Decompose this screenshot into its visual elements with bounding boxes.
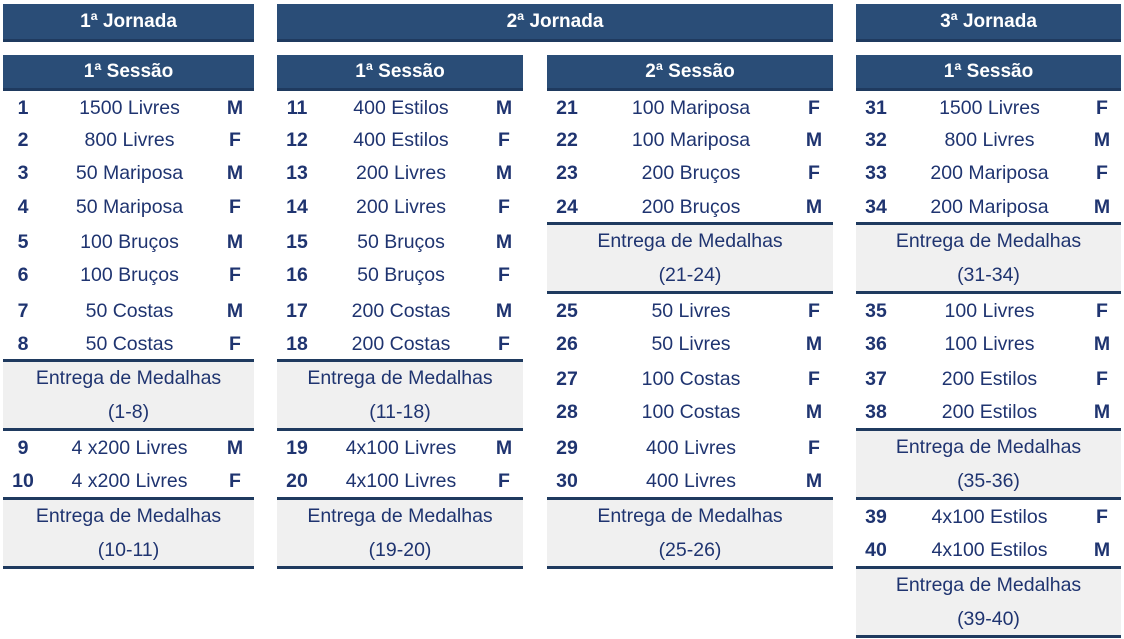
- event-number: 15: [286, 231, 308, 253]
- session-header-j3: [856, 55, 1121, 91]
- event-name: 4 x200 Livres: [71, 470, 188, 492]
- jornada-2-header: [277, 4, 833, 42]
- event-name: 400 Livres: [646, 470, 736, 492]
- event-gender: F: [808, 368, 820, 390]
- event-row: [856, 92, 1121, 125]
- event-name: 1500 Livres: [939, 97, 1040, 119]
- event-number: 32: [865, 129, 887, 151]
- event-number: 25: [556, 300, 578, 322]
- medal-range: (11-18): [369, 401, 431, 423]
- event-number: 24: [556, 196, 578, 218]
- medal-ceremony: [3, 359, 254, 431]
- column-j2-s2: [547, 91, 833, 571]
- event-gender: M: [226, 97, 244, 119]
- event-name: 4x100 Estilos: [931, 539, 1048, 561]
- event-name: 4 x200 Livres: [71, 437, 188, 459]
- event-name: 200 Livres: [356, 162, 446, 184]
- event-row: [3, 226, 254, 259]
- event-row: [547, 92, 833, 125]
- event-number: 9: [17, 437, 29, 459]
- medal-title: Entrega de Medalhas: [597, 230, 783, 252]
- event-name: 400 Livres: [646, 437, 736, 459]
- event-gender: F: [1096, 162, 1108, 184]
- session-header-j2-2: [547, 55, 833, 91]
- event-row: [277, 432, 523, 465]
- medal-ceremony: [277, 359, 523, 431]
- event-row: [277, 124, 523, 157]
- event-name: 100 Bruços: [80, 231, 179, 253]
- event-gender: M: [226, 300, 244, 322]
- event-gender: F: [229, 333, 241, 355]
- event-row: [547, 432, 833, 465]
- event-number: 7: [17, 300, 29, 322]
- event-gender: M: [495, 97, 513, 119]
- medal-ceremony: [3, 497, 254, 569]
- event-gender: F: [229, 196, 241, 218]
- event-row: [277, 328, 523, 361]
- jornada-1-header: [3, 4, 254, 42]
- event-row: [547, 191, 833, 224]
- event-number: 16: [286, 264, 308, 286]
- medal-title: Entrega de Medalhas: [597, 505, 783, 527]
- jornada-2-title: 2ª Jornada: [506, 10, 604, 32]
- event-number: 18: [286, 333, 308, 355]
- session-title: 1ª Sessão: [83, 60, 174, 82]
- event-gender: M: [1093, 129, 1111, 151]
- event-name: 800 Livres: [944, 129, 1035, 151]
- event-gender: M: [495, 162, 513, 184]
- event-number: 28: [556, 401, 578, 423]
- event-gender: F: [498, 129, 510, 151]
- event-row: [856, 124, 1121, 157]
- event-number: 8: [17, 333, 29, 355]
- event-row: [547, 157, 833, 190]
- event-gender: M: [1093, 333, 1111, 355]
- event-number: 38: [865, 401, 887, 423]
- event-gender: M: [495, 300, 513, 322]
- event-gender: F: [498, 196, 510, 218]
- event-row: [547, 396, 833, 429]
- event-name: 200 Livres: [356, 196, 446, 218]
- medal-ceremony: [277, 497, 523, 569]
- event-number: 2: [17, 129, 29, 151]
- event-number: 31: [865, 97, 887, 119]
- medal-range: (31-34): [957, 264, 1020, 286]
- event-number: 10: [12, 470, 34, 492]
- event-name: 200 Bruços: [641, 196, 741, 218]
- event-gender: F: [808, 300, 820, 322]
- medal-ceremony: [547, 222, 833, 294]
- event-number: 37: [865, 368, 887, 390]
- event-number: 30: [556, 470, 578, 492]
- event-gender: F: [229, 264, 241, 286]
- medal-range: (21-24): [658, 264, 722, 286]
- medal-title: Entrega de Medalhas: [307, 505, 493, 527]
- session-title: 2ª Sessão: [645, 60, 735, 82]
- event-gender: M: [805, 470, 823, 492]
- event-gender: F: [1096, 368, 1108, 390]
- event-gender: M: [1093, 539, 1111, 561]
- column-j2-s1: [277, 91, 523, 571]
- event-name: 50 Livres: [651, 333, 731, 355]
- event-number: 33: [865, 162, 887, 184]
- event-row: [3, 328, 254, 361]
- event-gender: M: [1093, 196, 1111, 218]
- event-gender: M: [805, 333, 823, 355]
- medal-range: (10-11): [97, 539, 160, 561]
- event-row: [856, 534, 1121, 567]
- medal-range: (35-36): [957, 470, 1020, 492]
- event-row: [547, 465, 833, 498]
- medal-ceremony: [547, 497, 833, 569]
- event-name: 200 Costas: [351, 300, 451, 322]
- event-row: [856, 501, 1121, 534]
- event-row: [856, 328, 1121, 361]
- event-row: [547, 124, 833, 157]
- event-row: [856, 157, 1121, 190]
- session-header-j1: [3, 55, 254, 91]
- event-number: 14: [286, 196, 308, 218]
- event-number: 6: [17, 264, 29, 286]
- event-number: 34: [865, 196, 887, 218]
- session-header-j2-1: [277, 55, 523, 91]
- event-name: 100 Mariposa: [631, 97, 751, 119]
- jornada-3-header: [856, 4, 1121, 42]
- event-gender: F: [808, 97, 820, 119]
- medal-title: Entrega de Medalhas: [307, 367, 493, 389]
- medal-ceremony: [856, 428, 1121, 500]
- event-gender: M: [805, 401, 823, 423]
- event-name: 100 Livres: [944, 300, 1035, 322]
- event-name: 200 Estilos: [941, 368, 1038, 390]
- medal-ceremony: [856, 222, 1121, 294]
- event-row: [856, 396, 1121, 429]
- event-number: 21: [556, 97, 578, 119]
- event-gender: F: [808, 437, 820, 459]
- event-number: 12: [286, 129, 308, 151]
- medal-range: (39-40): [957, 608, 1020, 630]
- event-name: 100 Bruços: [80, 264, 179, 286]
- event-row: [277, 157, 523, 190]
- event-number: 27: [556, 368, 578, 390]
- event-gender: M: [226, 231, 244, 253]
- medal-title: Entrega de Medalhas: [895, 230, 1082, 252]
- event-row: [277, 295, 523, 328]
- event-number: 36: [865, 333, 887, 355]
- event-row: [856, 363, 1121, 396]
- event-number: 29: [556, 437, 578, 459]
- event-name: 50 Livres: [651, 300, 731, 322]
- event-name: 4x100 Estilos: [931, 506, 1048, 528]
- event-number: 22: [556, 129, 578, 151]
- event-row: [3, 259, 254, 292]
- event-gender: M: [495, 437, 513, 459]
- event-name: 50 Costas: [85, 333, 174, 355]
- jornada-3-title: 3ª Jornada: [940, 10, 1037, 32]
- event-number: 19: [286, 437, 308, 459]
- event-number: 23: [556, 162, 578, 184]
- column-j1-s1: [3, 91, 254, 571]
- event-number: 11: [286, 97, 308, 119]
- jornada-1-title: 1ª Jornada: [80, 10, 177, 32]
- event-number: 35: [865, 300, 887, 322]
- medal-range: (1-8): [107, 401, 150, 423]
- event-gender: F: [498, 333, 510, 355]
- session-title: 1ª Sessão: [943, 60, 1034, 82]
- event-row: [3, 92, 254, 125]
- event-number: 39: [865, 506, 887, 528]
- event-gender: M: [226, 162, 244, 184]
- event-gender: F: [1096, 97, 1108, 119]
- event-number: 4: [17, 196, 29, 218]
- event-gender: F: [229, 470, 241, 492]
- event-name: 200 Bruços: [641, 162, 741, 184]
- event-row: [856, 295, 1121, 328]
- event-name: 50 Bruços: [357, 231, 445, 253]
- medal-title: Entrega de Medalhas: [35, 505, 222, 527]
- event-name: 200 Mariposa: [930, 162, 1049, 184]
- event-name: 4x100 Livres: [345, 470, 457, 492]
- medal-range: (25-26): [658, 539, 722, 561]
- medal-title: Entrega de Medalhas: [895, 436, 1082, 458]
- event-row: [277, 92, 523, 125]
- event-name: 800 Livres: [84, 129, 175, 151]
- event-gender: M: [495, 231, 513, 253]
- event-name: 100 Costas: [641, 368, 741, 390]
- event-row: [3, 124, 254, 157]
- event-name: 100 Livres: [944, 333, 1035, 355]
- event-row: [547, 295, 833, 328]
- event-row: [547, 363, 833, 396]
- medal-title: Entrega de Medalhas: [35, 367, 222, 389]
- event-gender: M: [1093, 401, 1111, 423]
- event-gender: F: [1096, 506, 1108, 528]
- event-gender: M: [805, 196, 823, 218]
- event-name: 50 Costas: [85, 300, 174, 322]
- event-name: 50 Mariposa: [75, 196, 184, 218]
- event-row: [3, 157, 254, 190]
- event-gender: M: [226, 437, 244, 459]
- event-number: 5: [17, 231, 29, 253]
- event-row: [277, 226, 523, 259]
- event-number: 3: [17, 162, 29, 184]
- event-name: 50 Bruços: [357, 264, 445, 286]
- event-name: 100 Mariposa: [631, 129, 751, 151]
- event-row: [3, 465, 254, 498]
- event-name: 200 Costas: [351, 333, 451, 355]
- column-j3-s1: [856, 91, 1121, 639]
- event-row: [277, 259, 523, 292]
- session-title: 1ª Sessão: [355, 60, 445, 82]
- medal-range: (19-20): [368, 539, 432, 561]
- event-name: 100 Costas: [641, 401, 741, 423]
- event-gender: F: [498, 470, 510, 492]
- event-name: 200 Mariposa: [930, 196, 1049, 218]
- event-name: 200 Estilos: [941, 401, 1038, 423]
- medal-title: Entrega de Medalhas: [895, 574, 1082, 596]
- event-gender: F: [808, 162, 820, 184]
- event-gender: M: [805, 129, 823, 151]
- medal-ceremony: [856, 566, 1121, 638]
- event-number: 26: [556, 333, 578, 355]
- event-number: 13: [286, 162, 308, 184]
- event-name: 50 Mariposa: [75, 162, 184, 184]
- event-row: [277, 465, 523, 498]
- event-number: 1: [17, 97, 29, 119]
- event-gender: F: [1096, 300, 1108, 322]
- event-row: [277, 191, 523, 224]
- event-row: [856, 191, 1121, 224]
- event-number: 40: [865, 539, 887, 561]
- event-number: 20: [286, 470, 308, 492]
- event-name: 400 Estilos: [353, 97, 449, 119]
- event-row: [3, 295, 254, 328]
- event-row: [3, 191, 254, 224]
- event-name: 4x100 Livres: [345, 437, 457, 459]
- event-name: 400 Estilos: [353, 129, 449, 151]
- event-gender: F: [229, 129, 241, 151]
- event-row: [547, 328, 833, 361]
- event-gender: F: [498, 264, 510, 286]
- event-number: 17: [286, 300, 308, 322]
- event-name: 1500 Livres: [79, 97, 180, 119]
- event-row: [3, 432, 254, 465]
